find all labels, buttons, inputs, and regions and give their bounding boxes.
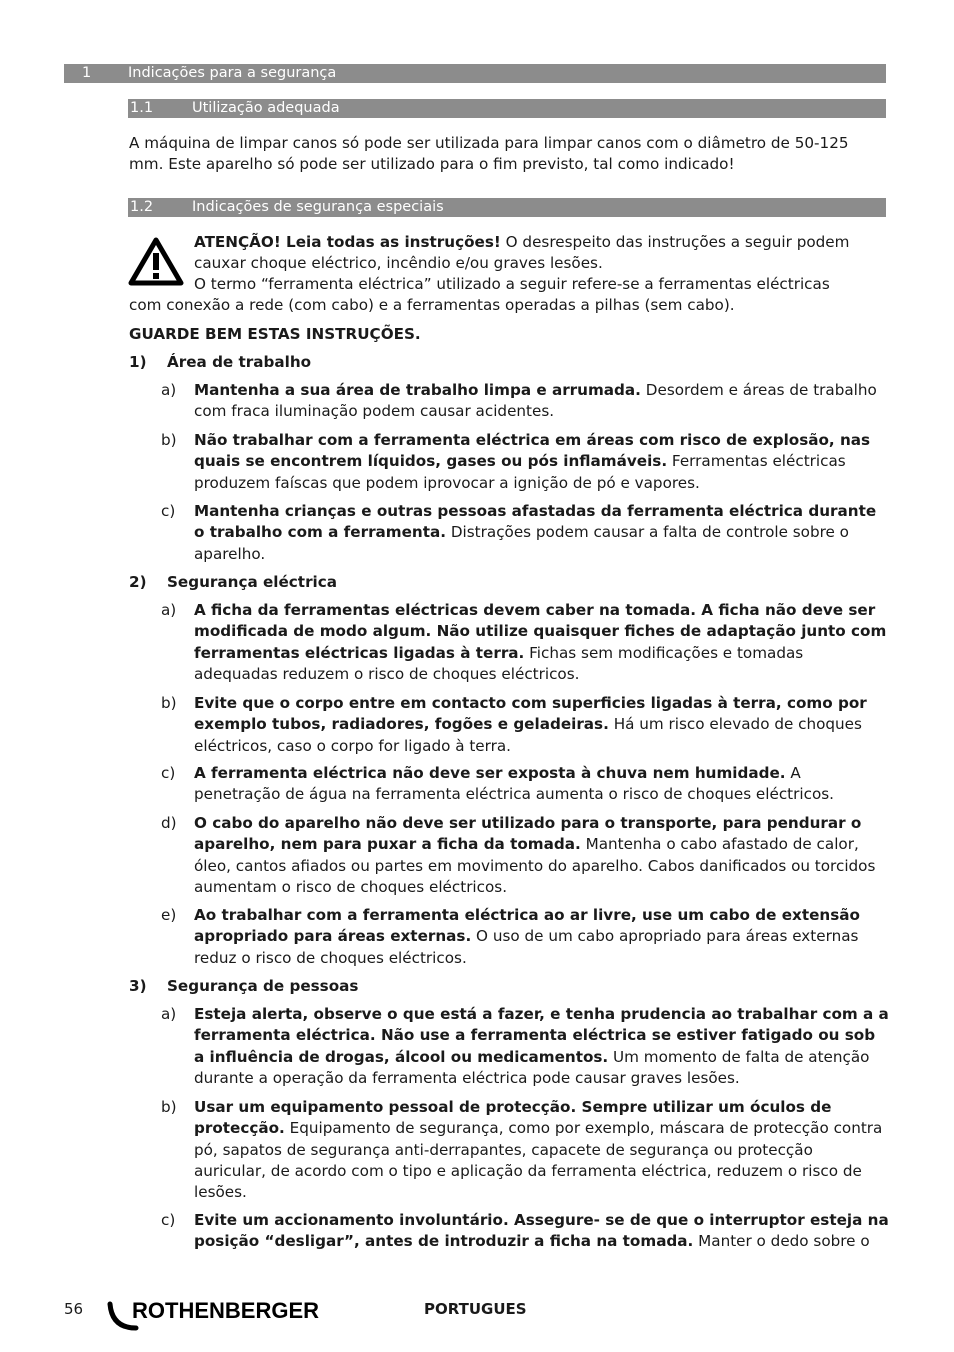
item-label: b) bbox=[161, 694, 177, 712]
warning-line-4: com conexão a rede (com cabo) e a ferramentas operadas a pilhas (sem cabo). bbox=[129, 296, 735, 314]
warning-triangle-icon bbox=[128, 236, 184, 286]
item-bold: A ferramenta eléctrica não deve ser exposta à chuva nem humidade. bbox=[194, 764, 786, 782]
item-text: Um momento de falta de atenção durante a operação da ferramenta eléctrica pode causar graves lesões. bbox=[194, 1047, 870, 1087]
list-item bbox=[129, 1097, 889, 1203]
item-label: b) bbox=[161, 431, 177, 449]
warning-text: O desrespeito das instruções a seguir podem bbox=[500, 233, 850, 251]
list-item bbox=[129, 501, 889, 565]
item-label: c) bbox=[161, 1211, 176, 1229]
item-bold: Evite que o corpo entre em contacto com superficies ligadas à terra, como por exemplo tubos, radiadores, fogões e geladeiras. bbox=[194, 694, 867, 734]
item-text: Há um risco elevado de choques eléctricos, caso o corpo for ligado à terra. bbox=[194, 715, 862, 755]
item-text: Manter o dedo sobre o bbox=[693, 1232, 870, 1251]
item-label: d) bbox=[161, 814, 177, 832]
section-1-1-header bbox=[128, 99, 886, 118]
item-label: a) bbox=[161, 1005, 177, 1023]
keep-instructions: GUARDE BEM ESTAS INSTRUÇÕES. bbox=[129, 325, 421, 343]
item-text: Equipamento de segurança, como por exemplo, máscara de protecção contra pó, sapatos de segurança anti-derrapantes, capacete de segurança ou protecção auricular, de acordo com o tipo e aplicação da ferramenta eléctrica, reduzem o risco de lesões. bbox=[194, 1119, 883, 1202]
item-label: e) bbox=[161, 906, 177, 924]
item-text: A penetração de água na ferramenta eléctrica aumenta o risco de choques eléctricos. bbox=[194, 764, 834, 804]
item-bold: Usar um equipamento pessoal de protecção. Sempre utilizar um óculos de protecção. bbox=[194, 1098, 832, 1138]
list-item bbox=[129, 600, 889, 685]
rothenberger-logo bbox=[106, 1294, 346, 1332]
group-heading: 1) Área de trabalho bbox=[129, 353, 312, 371]
item-label: c) bbox=[161, 502, 176, 520]
section-title: Indicações de segurança especiais bbox=[192, 199, 444, 215]
item-text: Distrações podem causar a falta de controle sobre o aparelho. bbox=[194, 523, 849, 563]
list-item bbox=[129, 1210, 889, 1253]
section-title: Utilização adequada bbox=[192, 100, 340, 116]
group-heading: 2) Segurança eléctrica bbox=[129, 573, 338, 591]
section-number: 1.2 bbox=[130, 199, 154, 215]
language-label: PORTUGUES bbox=[424, 1300, 527, 1318]
warning-line-1 bbox=[194, 232, 884, 253]
item-label: c) bbox=[161, 764, 176, 782]
item-text: O uso de um cabo apropriado para áreas externas reduz o risco de choques eléctricos. bbox=[194, 927, 859, 967]
list-item bbox=[129, 380, 889, 423]
item-bold: Mantenha a sua área de trabalho limpa e arrumada. bbox=[194, 381, 641, 399]
warning-line-3: O termo “ferramenta eléctrica” utilizado a seguir refere-se a ferramentas eléctricas bbox=[194, 275, 830, 293]
list-item bbox=[129, 813, 889, 898]
item-label: a) bbox=[161, 601, 177, 619]
brand-text: ROTHENBERGER bbox=[132, 1298, 320, 1323]
item-text: Ferramentas eléctricas produzem faíscas que podem iprovocar a ignição de pó e vapores. bbox=[194, 452, 846, 492]
list-item bbox=[129, 430, 889, 494]
item-label: a) bbox=[161, 381, 177, 399]
list-item bbox=[129, 1004, 889, 1089]
item-bold: Mantenha crianças e outras pessoas afastadas da ferramenta eléctrica durante o trabalho com a ferramenta. bbox=[194, 502, 877, 542]
list-item bbox=[129, 763, 889, 806]
section-1-header bbox=[64, 64, 886, 83]
group-heading: 3) Segurança de pessoas bbox=[129, 977, 359, 995]
section-1-2-header bbox=[128, 198, 886, 217]
list-item bbox=[129, 693, 889, 757]
item-text: Mantenha o cabo afastado de calor, óleo, cantos afiados ou partes em movimento do aparelho. Cabos danificados ou torcidos aumentam o risco de choques eléctricos. bbox=[194, 835, 876, 896]
item-bold: Evite um accionamento involuntário. Assegure- se de que o interruptor esteja na posição “desligar”, antes de introduzir a ficha na tomada. bbox=[194, 1211, 889, 1251]
item-text: Fichas sem modificações e tomadas adequadas reduzem o risco de choques eléctricos. bbox=[194, 643, 804, 683]
section-number: 1.1 bbox=[130, 100, 154, 116]
item-label: b) bbox=[161, 1098, 177, 1116]
item-bold: Não trabalhar com a ferramenta eléctrica em áreas com risco de explosão, nas quais se encontrem líquidos, gases ou pós inflamáveis. bbox=[194, 431, 871, 471]
page-number: 56 bbox=[64, 1300, 84, 1318]
section-title: Indicações para a segurança bbox=[128, 65, 337, 81]
item-bold: A ficha da ferramentas eléctricas devem caber na tomada. A ficha não deve ser modificada de modo algum. Não utilize quaisquer fiches de adaptação junto com ferramentas eléctricas ligadas à terra. bbox=[194, 601, 887, 662]
list-item bbox=[129, 905, 889, 969]
warning-line-2: cauxar choque eléctrico, incêndio e/ou graves lesões. bbox=[194, 254, 603, 272]
item-bold: O cabo do aparelho não deve ser utilizado para o transporte, para pendurar o aparelho, nem para puxar a ficha da tomada. bbox=[194, 814, 862, 854]
item-text: Desordem e áreas de trabalho com fraca iluminação podem causar acidentes. bbox=[194, 381, 877, 421]
item-bold: Ao trabalhar com a ferramenta eléctrica ao ar livre, use um cabo de extensão apropriado para áreas externas. bbox=[194, 906, 860, 946]
warning-bold: ATENÇÃO! Leia todas as instruções! bbox=[194, 233, 501, 251]
intended-use-paragraph: A máquina de limpar canos só pode ser utilizada para limpar canos com o diâmetro de 50-125 mm. Este aparelho só pode ser utilizado para o fim previsto, tal como indicado! bbox=[129, 134, 849, 174]
section-number: 1 bbox=[82, 65, 92, 81]
item-bold: Esteja alerta, observe o que está a fazer, e tenha prudencia ao trabalhar com a a ferramenta eléctrica. Não use a ferramenta eléctrica se estiver fatigado ou sob a influência de drogas, álcool ou medicamentos. bbox=[194, 1005, 889, 1066]
